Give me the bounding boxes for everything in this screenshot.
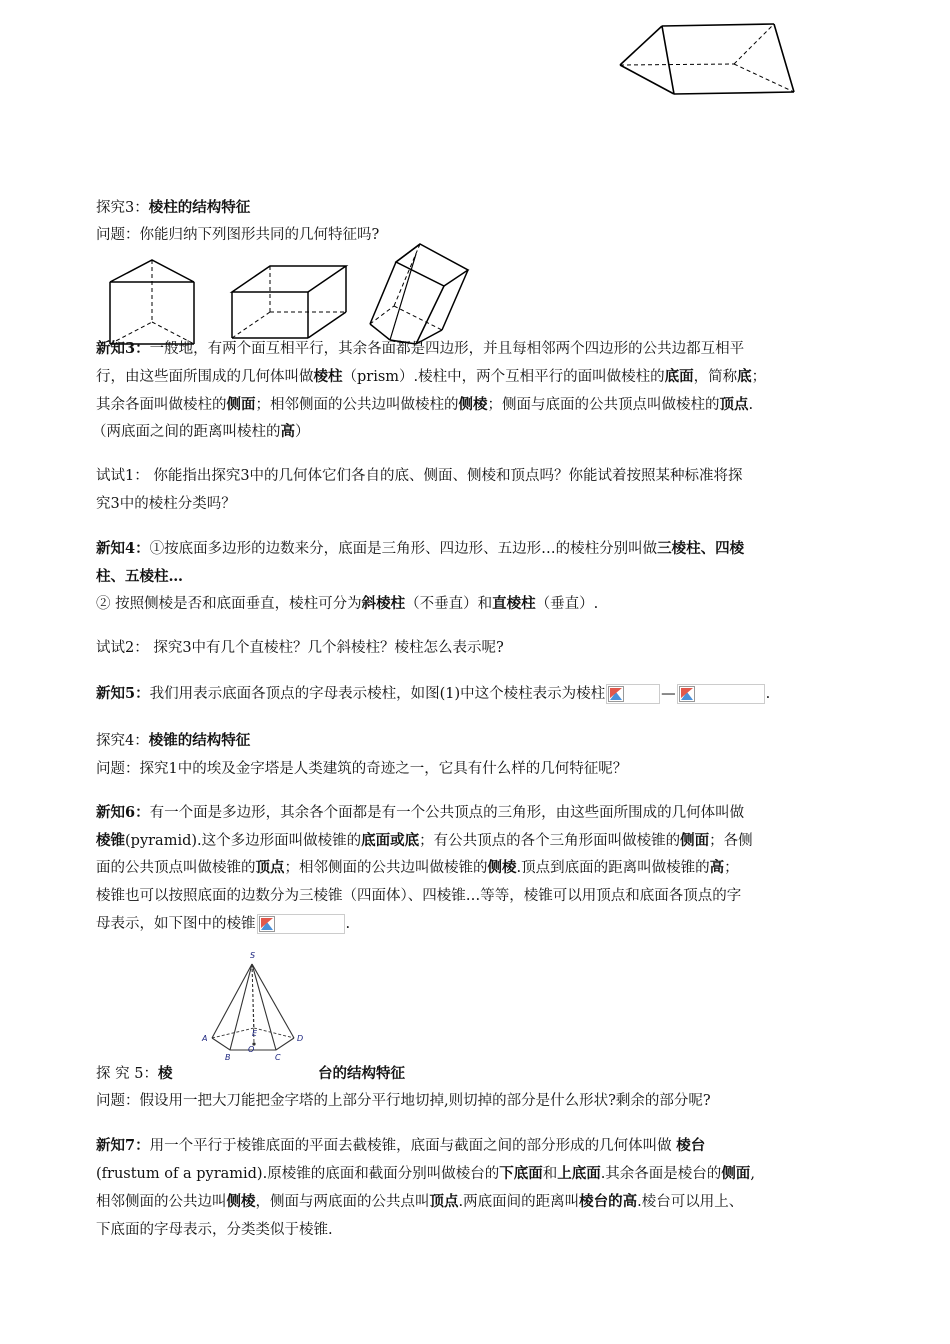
question3: 问题：你能归纳下列图形共同的几何特征吗? (96, 227, 380, 243)
newknow6-line3: 面的公共顶点叫做棱锥的顶点；相邻侧面的公共边叫做棱锥的侧棱.顶点到底面的距离叫做棱锥的高； (96, 859, 739, 876)
newknow4-line1: 新知4：①按底面多边形的边数来分，底面是三角形、四边形、五边形…的棱柱分别叫做三棱柱、四棱 (96, 540, 745, 557)
newknow7-line3: 相邻侧面的公共边叫侧棱，侧面与两底面的公共点叫顶点.两底面间的距离叫棱台的高.棱台可以用上、 (96, 1193, 744, 1210)
newknow3-line4: （两底面之间的距离叫棱柱的高） (92, 423, 310, 440)
newknow4-line2: 柱、五棱柱… (96, 568, 183, 585)
vertex-label-O: O (248, 1045, 255, 1054)
oblique-prism-figure (366, 240, 474, 346)
pyramid-figure (196, 946, 312, 1062)
newknow5: 新知5：我们用表示底面各顶点的字母表示棱柱，如图(1)中这个棱柱表示为棱柱 — . (96, 685, 771, 702)
explore4-heading: 探究4：棱锥的结构特征 (96, 732, 251, 749)
broken-image-icon (606, 684, 660, 704)
newknow3-line1: 新知3：一般地，有两个面互相平行，其余各面都是四边形，并且每相邻两个四边形的公共边都互相平 (96, 340, 745, 357)
top-prism-figure (612, 20, 804, 100)
try2: 试试2： 探究3中有几个直棱柱？几个斜棱柱？棱柱怎么表示呢? (96, 640, 504, 656)
vertex-label-S: S (250, 951, 256, 960)
newknow6-line5: 母表示，如下图中的棱锥 . (96, 916, 351, 932)
newknow7-line1: 新知7：用一个平行于棱锥底面的平面去截棱锥，底面与截面之间的部分形成的几何体叫做 棱台 (96, 1137, 706, 1154)
newknow6-line1: 新知6：有一个面是多边形，其余各个面都是有一个公共顶点的三角形，由这些面所围成的几何体叫做 (96, 804, 745, 821)
vertex-label-D: D (297, 1034, 304, 1043)
newknow4-line3: ② 按照侧棱是否和底面垂直，棱柱可分为斜棱柱（不垂直）和直棱柱（垂直）. (96, 595, 599, 612)
newknow7-line4: 下底面的字母表示，分类类似于棱锥. (96, 1222, 333, 1238)
newknow6-line4: 棱锥也可以按照底面的边数分为三棱锥（四面体）、四棱锥…等等，棱锥可以用顶点和底面各顶点的字 (96, 888, 742, 904)
explore5-heading-part2: 台的结构特征 (318, 1065, 405, 1082)
vertex-label-C: C (275, 1053, 281, 1062)
question4: 问题：探究1中的埃及金字塔是人类建筑的奇迹之一，它具有什么样的几何特征呢？ (96, 761, 628, 777)
try1-line2: 究3中的棱柱分类吗？ (96, 496, 236, 512)
newknow3-line2: 行，由这些面所围成的几何体叫做棱柱（prism）.棱柱中，两个互相平行的面叫做棱柱的底面，简称底； (96, 368, 767, 385)
broken-image-icon (677, 684, 765, 704)
vertex-label-A: A (202, 1034, 208, 1043)
explore3-heading: 探究3：棱柱的结构特征 (96, 199, 251, 216)
newknow3-line3: 其余各面叫做棱柱的侧面；相邻侧面的公共边叫做棱柱的侧棱；侧面与底面的公共顶点叫做棱柱的顶点. (96, 396, 754, 413)
question5: 问题：假设用一把大刀能把金字塔的上部分平行地切掉,则切掉的部分是什么形状?剩余的部分呢? (96, 1093, 711, 1109)
vertex-label-B: B (225, 1053, 231, 1062)
broken-image-icon (257, 914, 345, 934)
vertex-label-E: E (252, 1029, 258, 1038)
newknow6-line2: 棱锥(pyramid).这个多边形面叫做棱锥的底面或底；有公共顶点的各个三角形面叫做棱锥的侧面；各侧 (96, 832, 753, 849)
try1-line1: 试试1： 你能指出探究3中的几何体它们各自的底、侧面、侧棱和顶点吗？你能试着按照某种标准将探 (96, 468, 743, 484)
newknow7-line2: (frustum of a pyramid).原棱锥的底面和截面分别叫做棱台的下底面和上底面.其余各面是棱台的侧面, (96, 1165, 755, 1182)
explore5-heading-part1: 探 究 5：棱 (96, 1065, 173, 1082)
cuboid-figure (228, 262, 352, 344)
triangular-prism-figure (104, 256, 200, 348)
